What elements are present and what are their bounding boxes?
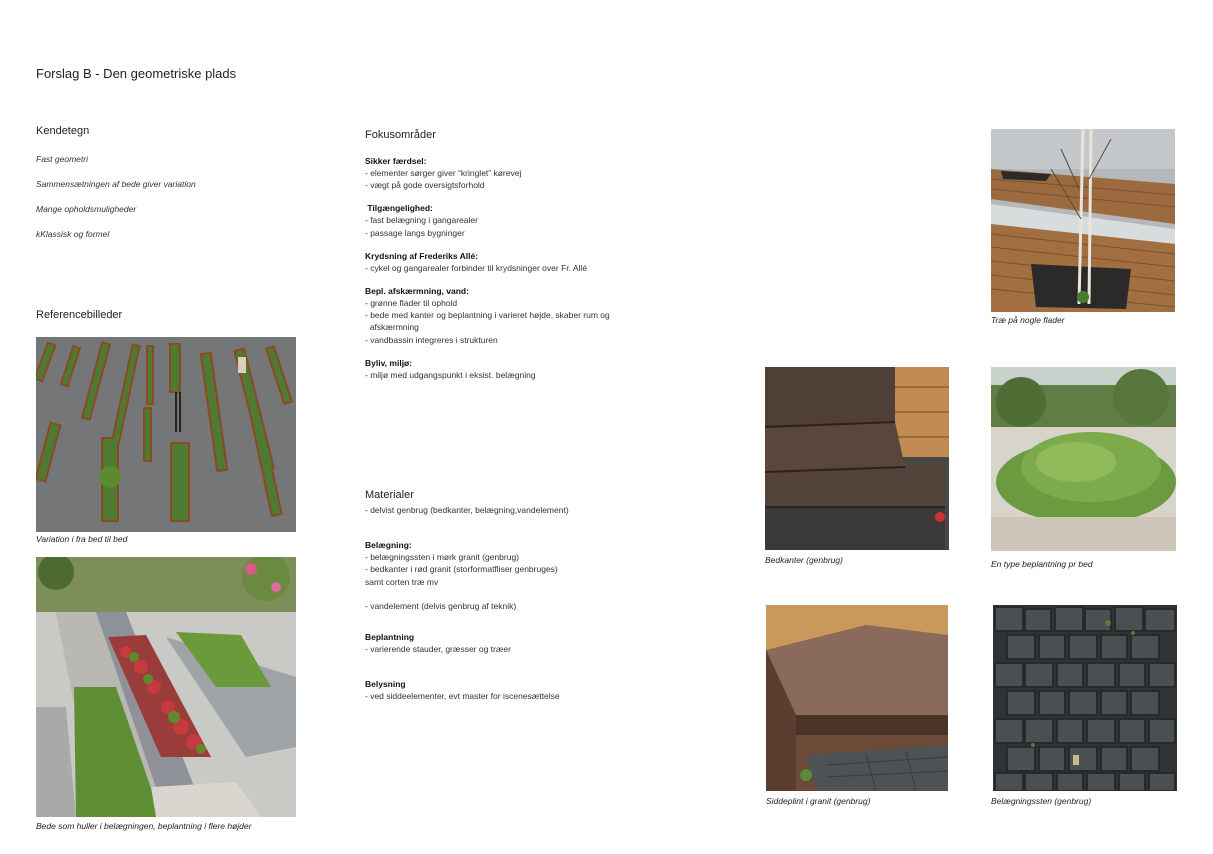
tree-deck-photo: [991, 129, 1175, 312]
belaegningssten-caption: Belægningssten (genbrug): [991, 796, 1092, 806]
fokus-section: [365, 156, 655, 191]
fokus-line: - fast belægning i gangarealer: [365, 215, 478, 226]
reference-photo-planted-beds: [36, 557, 296, 817]
reference-photo-aerial-beds: [36, 337, 296, 532]
materialer-heading: Materialer: [365, 489, 414, 501]
beplantning-photo: [991, 367, 1176, 551]
beplantning-caption: En type beplantning pr bed: [991, 559, 1093, 569]
bedkanter-photo: [765, 367, 949, 550]
reference-photo-caption: Variation i fra bed til bed: [36, 534, 128, 544]
bedkanter-caption: Bedkanter (genbrug): [765, 555, 843, 565]
fokus-section-title: Bepl. afskærmning, vand:: [365, 286, 469, 297]
fokus-line: - vægt på gode oversigtsforhold: [365, 180, 485, 191]
fokus-section: [365, 358, 655, 381]
fokus-line: - cykel og gangarealer forbinder til krydsninger over Fr. Allé: [365, 262, 588, 273]
reference-photo-caption: Bede som huller i belægningen, beplantning i flere højder: [36, 821, 252, 831]
siddeplint-caption: Siddeplint i granit (genbrug): [766, 796, 871, 806]
fokus-line: - vandbassin integreres i strukturen: [365, 334, 498, 345]
fokus-section-title: Byliv, miljø:: [365, 357, 413, 368]
fokus-section-title: Tilgængelighed:: [365, 203, 433, 214]
kendetegn-item: kKlassisk og formel: [36, 229, 110, 239]
fokusomraader-heading: Fokusområder: [365, 129, 436, 141]
kendetegn-item: Fast geometri: [36, 154, 88, 164]
materialer-section-title: Belægning:: [365, 540, 412, 551]
fokus-section: [365, 286, 655, 346]
materialer-section-title: Beplantning: [365, 632, 415, 643]
fokus-section-title: Sikker færdsel:: [365, 156, 427, 166]
fokus-line: - passage langs bygninger: [365, 227, 465, 238]
materialer-intro: [365, 504, 655, 516]
fokus-line: - elementer sørger giver “kringlet” kørevej: [365, 168, 522, 178]
materialer-line: - ved siddeelementer, evt master for iscenesættelse: [365, 691, 560, 702]
fokus-section: [365, 203, 655, 238]
materialer-list: [365, 504, 655, 715]
materialer-section-title: Belysning: [365, 679, 406, 690]
materialer-section: [365, 632, 655, 655]
materialer-line: [365, 588, 655, 600]
materialer-line: - vandelement (delvis genbrug af teknik): [365, 601, 517, 611]
fokusomraader-list: [365, 156, 655, 393]
page-title: Forslag B - Den geometriske plads: [36, 66, 237, 81]
materialer-section: [365, 679, 655, 702]
tree-deck-caption: Træ på nogle flader: [991, 315, 1065, 325]
materialer-line: samt corten træ mv: [365, 576, 439, 587]
kendetegn-item: Mange opholdsmuligheder: [36, 204, 137, 214]
fokus-line: - grønne flader til ophold: [365, 298, 458, 309]
materialer-line: - bedkanter i rød granit (storformatfliser genbruges): [365, 564, 558, 575]
referencebilleder-heading: Referencebilleder: [36, 309, 123, 321]
belaegningssten-photo: [993, 605, 1177, 791]
fokus-section-title: Krydsning af Frederiks Allé:: [365, 250, 479, 261]
fokus-line: - miljø med udgangspunkt i eksist. belægning: [365, 369, 536, 380]
fokus-line: - bede med kanter og beplantning i varieret højde, skaber rum og: [365, 310, 610, 321]
materialer-section: [365, 540, 655, 612]
fokus-line: afskærmning: [365, 322, 419, 333]
siddeplint-photo: [766, 605, 948, 791]
materialer-line: - delvist genbrug (bedkanter, belægning,vandelement): [365, 505, 569, 515]
materialer-line: - belægningssten i mørk granit (genbrug): [365, 552, 520, 563]
materialer-line: - varierende stauder, græsser og træer: [365, 644, 511, 655]
fokus-section: [365, 251, 655, 274]
kendetegn-list: [36, 153, 296, 253]
kendetegn-item: Sammensætningen af bede giver variation: [36, 179, 196, 189]
kendetegn-heading: Kendetegn: [36, 125, 90, 137]
